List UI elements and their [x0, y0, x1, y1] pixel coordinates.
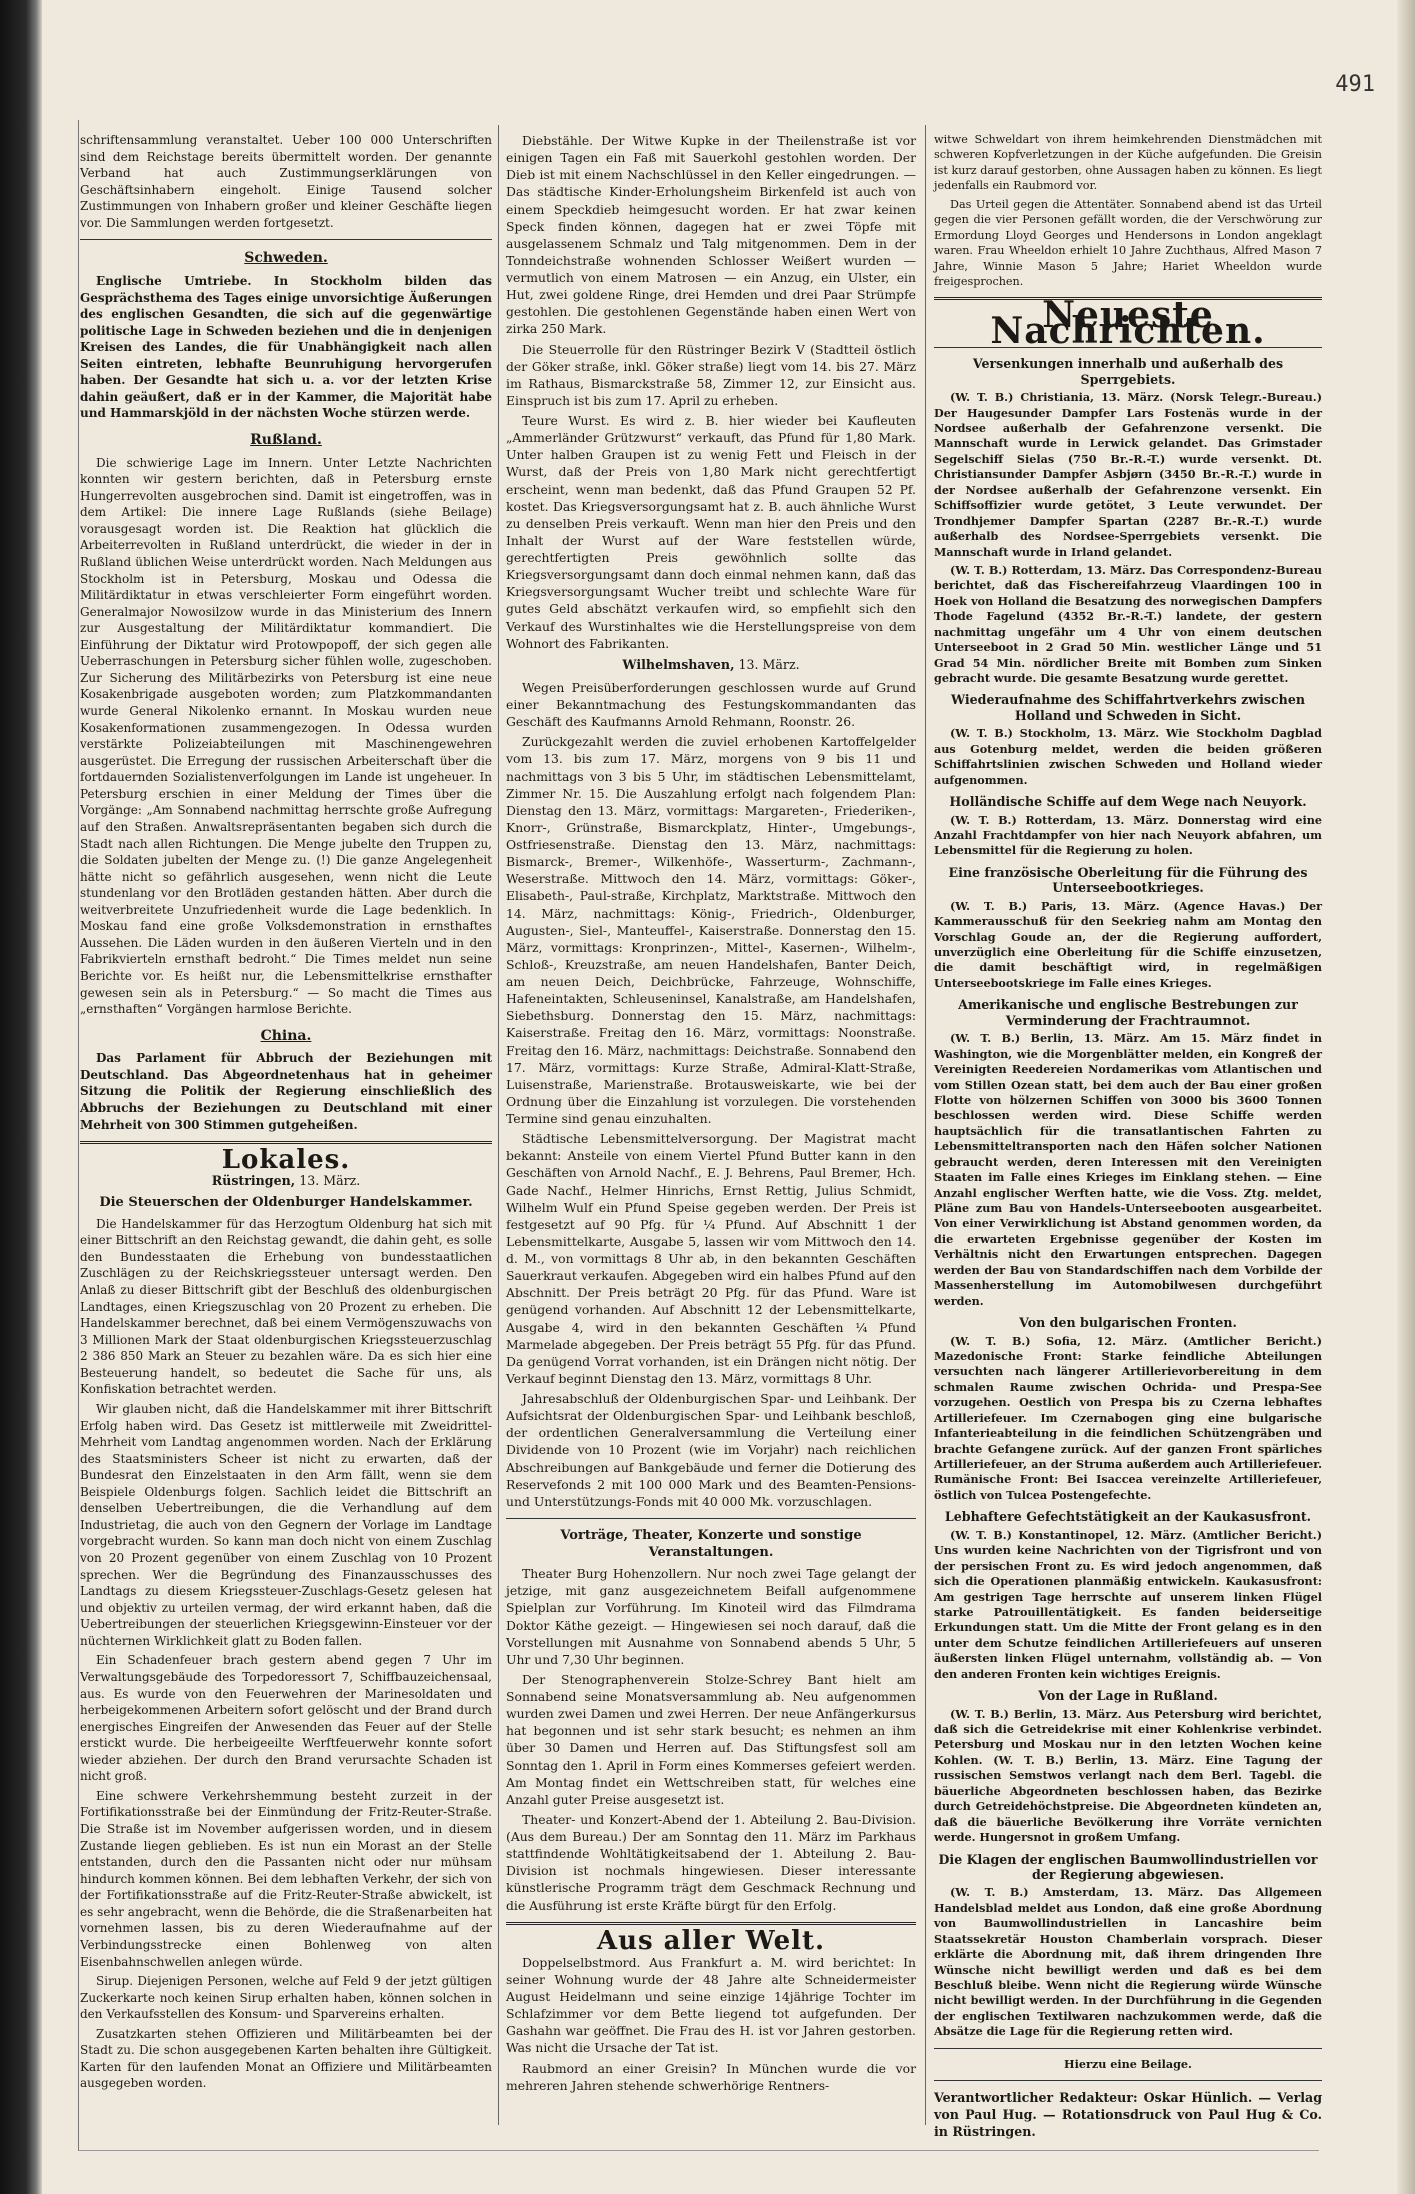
- dateline-city: Rüstringen,: [211, 1172, 296, 1188]
- dateline-date: 13. März.: [738, 656, 800, 672]
- article-paragraph: Zusatzkarten stehen Offizieren und Militärbeamten bei der Stadt zu. Die schon ausgegebenen Karten behalten ihre Gültigkeit. Karten für den laufenden Monat an Offiziere und Militärbeamten ausgegeben worden.: [80, 2026, 492, 2091]
- article-paragraph: Das Urteil gegen die Attentäter. Sonnabend abend ist das Urteil gegen die vier Personen gefällt worden, die der Verschwörung zur Ermordung Lloyd Georges und Hendersons in London angeklagt waren. Frau Wheeldon erhielt 10 Jahre Zuchthaus, Alfred Mason 7 Jahre, Winnie Mason 5 Jahre; Hariet Wheeldon wurde freigesprochen.: [934, 197, 1322, 288]
- news-headline: Von den bulgarischen Fronten.: [1019, 1315, 1237, 1331]
- article-paragraph: Jahresabschluß der Oldenburgischen Spar- und Leihbank. Der Aufsichtsrat der Oldenburgischen Spar- und Leihbank beschloß, der ordentlichen Generalversammlung die Verteilung einer Dividende von 10 Prozent (wie im Vorjahr) nach reichlichen Abschreibungen auf Bankgebäude und ferner die Dotierung des Reservefonds 2 mit 100 000 Mark und des Beamten-Pensions- und Unterstützungs-Fonds mit 40 000 Mk. vorzuschlagen.: [506, 1391, 916, 1509]
- section-title-veranstaltungen: Vorträge, Theater, Konzerte und sonstige Veranstaltungen.: [560, 1527, 862, 1560]
- divider: [506, 1922, 916, 1925]
- news-paragraph: (W. T. B.) Rotterdam, 13. März. Das Correspondenz-Bureau berichtet, daß das Fischereifahrzeug Vlaardingen 100 in Hoek von Holland die Besatzung des norwegischen Dampfers Thode Fagelund (4352 Br.-R.-T.) landete, der gestern nachmittag ungefähr um 4 Uhr von einem deutschen Unterseeboot in 2 Grad 50 Min. westlicher Länge und 51 Grad 54 Min. nördlicher Breite mit Bomben zum Sinken gebracht wurde. Die gesamte Besatzung wurde gerettet.: [934, 562, 1322, 685]
- article-paragraph: Der Stenographenverein Stolze-Schrey Bant hielt am Sonnabend seine Monatsversammlung ab. Neu aufgenommen wurden zwei Damen und zwei Herren. Der neue Anfängerkursus hat begonnen und ist sehr stark besucht; es nehmen an ihm über 30 Damen und Herren auf. Das Stiftungsfest soll am Sonntag den 1. April in Form eines Kommerses gefeiert werden. Am Montag findet ein Wettschreiben statt, für welches eine Anzahl guter Preise ausgesetzt ist.: [506, 1671, 916, 1807]
- scan-right-edge: [1397, 0, 1415, 2194]
- news-paragraph: (W. T. B.) Stockholm, 13. März. Wie Stockholm Dagblad aus Gotenburg meldet, werden die beiden größeren Schiffahrtslinien zwischen Schweden und Holland wieder aufgenommen.: [934, 726, 1322, 787]
- section-title-schweden: Schweden.: [244, 250, 328, 267]
- scan-binding-edge: [0, 0, 42, 2194]
- news-paragraph: (W. T. B.) Rotterdam, 13. März. Donnerstag wird eine Anzahl Frachtdampfer von hier nach Neuyork abfahren, um Lebensmittel für die Regierung zu holen.: [934, 812, 1322, 858]
- dateline-city: Wilhelmshaven,: [622, 656, 735, 672]
- article-paragraph: Zurückgezahlt werden die zuviel erhobenen Kartoffelgelder vom 13. bis zum 17. März, morgens von 9 bis 11 und nachmittags von 3 bis 5 Uhr, im städtischen Lebensmittelamt, Zimmer Nr. 15. Die Auszahlung erfolgt nach folgendem Plan: Dienstag den 13. März, vormittags: Margareten-, Friederiken-, Knorr-, Grünstraße, Bismarckplatz, Hinter-, Umgebungs-, Ostfriesenstraße. Dienstag den 13. März, nachmittags: Bismarck-, Bremer-, Wilkenhöfe-, Wasserturm-, Zachmann-, Weserstraße. Mittwoch den 14. März, vormittags: Göker-, Elisabeth-, Paul-straße, Kirchplatz, Marktstraße. Mittwoch den 14. März, nachmittags: König-, Friedrich-, Oldenburger, Augusten-, Siel-, Manteuffel-, Kaiserstraße. Donnerstag den 15. März, vormittags: Kronprinzen-, Mittel-, Kasernen-, Wilhelm-, Schloß-, Kreuzstraße, am neuen Handelshafen, Banter Deich, am neuen Deich, Deichbrücke, Fahrzeuge, Wohnschiffe, Hafeneintakten, Schleuseninsel, Kanalstraße, am Handelshafen, Siebethsburg. Donnerstag den 15. März, nachmittags: Kaiserstraße. Freitag den 16. März, vormittags: Noonstraße. Freitag den 16. März, nachmittags: Deichstraße. Sonnabend den 17. März, vormittags: Kurze Straße, Admiral-Klatt-Straße, Luisenstraße, Marienstraße. Brotausweiskarte, wie bei der Ordnung über die Einzahlung ist vorzulegen. Die vorstehenden Termine sind genau einzuhalten.: [506, 734, 916, 1126]
- article-paragraph: Raubmord an einer Greisin? In München wurde die vor mehreren Jahren stehende schwerhörige Rentners-: [506, 2060, 916, 2093]
- news-headline: Holländische Schiffe auf dem Wege nach Neuyork.: [949, 794, 1307, 810]
- article-paragraph: Diebstähle. Der Witwe Kupke in der Theilenstraße ist vor einigen Tagen ein Faß mit Sauerkohl gestohlen worden. Der Dieb ist mit einem Nachschlüssel in den Keller eingedrungen. — Das städtische Kinder-Erholungsheim Birkenfeld ist auch von einem Speckdieb heimgesucht worden. Er hat zwar keinen Speck finden können, dagegen hat er zwei Töpfe mit ausgelassenem Schmalz und Talg mitgenommen. Dem in der Tonndeichstraße wohnenden Schlosser Weißert wurden — vermutlich von einem Matrosen — ein Anzug, ein Ulster, ein Hut, zwei goldene Ringe, drei Hemden und drei Paar Strümpfe gestohlen. Die gestohlenen Gegenstände haben einen Wert von zirka 250 Mark.: [506, 133, 916, 337]
- column-3: [934, 132, 1322, 2140]
- section-title-neueste-nachrichten: Neueste Nachrichten.: [990, 294, 1266, 352]
- article-paragraph: Die Steuerrolle für den Rüstringer Bezirk V (Stadtteil östlich der Göker straße, inkl. Göker straße) liegt vom 14. bis 27. März im Rathaus, Bismarckstraße 58, Zimmer 12, zur Einsicht aus. Einspruch ist bis zum 17. April zu erheben.: [506, 341, 916, 408]
- news-headline: Wiederaufnahme des Schiffahrtverkehrs zwischen Holland und Schweden in Sicht.: [950, 692, 1306, 723]
- dateline: [506, 656, 916, 673]
- page-number: 491: [1335, 72, 1375, 97]
- imprint-footer: Verantwortlicher Redakteur: Oskar Hünlich. — Verlag von Paul Hug. — Rotationsdruck von Paul Hug & Co. in Rüstringen.: [934, 2090, 1322, 2140]
- article-paragraph: witwe Schweldart von ihrem heimkehrenden Dienstmädchen mit schweren Kopfverletzungen in der Küche aufgefunden. Die Greisin ist kurz darauf gestorben, ohne Aussagen haben zu können. Es liegt jedenfalls ein Raubmord vor.: [934, 133, 1322, 193]
- news-headline: Von der Lage in Rußland.: [1038, 1688, 1218, 1704]
- article-paragraph: Die Handelskammer für das Herzogtum Oldenburg hat sich mit einer Bittschrift an den Reichstag gewandt, die dahin geht, es solle den Bundesstaaten die Erhebung von bundesstaatlichen Zuschlägen zu der Reichskriegssteuer untersagt werden. Den Anlaß zu dieser Bittschrift gibt der Beschluß des oldenburgischen Landtages, einen Kriegszuschlag von 20 Prozent zu erheben. Die Handelskammer berechnet, daß bei einem Vermögenszuwachs von 3 Millionen Mark der Staat oldenburgischen Kriegssteuerzuschlag 2 386 850 Mark an Steuer zu bezahlen wäre. Da es sich hier eine Besteuerung handelt, so bedeutet die Sache für uns, als Konfiskation betrachtet werden.: [80, 1216, 492, 1397]
- news-paragraph: (W. T. B.) Paris, 13. März. (Agence Havas.) Der Kammerausschuß für den Seekrieg nahm am Montag den Vorschlag Goude an, der die Regierung auffordert, unverzüglich eine Oberleitung für die Schiffe einzusetzen, die damit beschäftigt wird, in regelmäßigen Unterseebootskriege im Falle eines Krieges.: [934, 898, 1322, 990]
- article-headline: Die Steuerschen der Oldenburger Handelskammer.: [99, 1195, 473, 1211]
- news-paragraph: (W. T. B.) Christiania, 13. März. (Norsk Telegr.-Bureau.) Der Haugesunder Dampfer Lars Fostenäs wurde in der Nordsee außerhalb der Gefahrenzone versenkt. Die Mannschaft wurde in Lerwick gelandet. Das Grimstader Segelschiff Sielas (750 Br.-R.-T.) wurde versenkt. Dt. Christiansunder Dampfer Asbjørn (3450 Br.-R.-T.) wurde in der Nordsee außerhalb der Gefahrenzone versenkt. Ein Schiffsoffizier wurde getötet, 3 Leute verwundet. Der Trondhjemer Dampfer Spartan (2287 Br.-R.-T.) wurde außerhalb des Nordsee-Sperrgebiets versenkt. Die Mannschaft wurde in Irland gelandet.: [934, 390, 1322, 559]
- article-paragraph: Sirup. Diejenigen Personen, welche auf Feld 9 der jetzt gültigen Zuckerkarte noch keinen Sirup erhalten haben, können solchen in den Verkaufsstellen des Konsum- und Sparvereins erhalten.: [80, 1974, 492, 2022]
- article-paragraph: Teure Wurst. Es wird z. B. hier wieder bei Kaufleuten „Ammerländer Grützwurst“ verkauft, das Pfund für 1,80 Mark. Unter halben Graupen ist zu wenig Fett und Fleisch in der Wurst, daß der Preis von 1,80 Mark nicht gerechtfertigt erscheint, wenn man bedenkt, daß das Pfund Graupen 52 Pf. kostet. Das Kriegsversorgungsamt hat z. B. auch ähnliche Wurst zu denselben Preis verkauft. Wenn man hier den Preis und den Inhalt der Wurst auf der Ware feststellen würde, gerechtfertigten Preis gewöhnlich sollte das Kriegsversorgungsamt dann doch einmal nehmen kann, daß das Kriegsversorgungsamt Wucher treibt und schlechte Ware für gutes Geld abschätzt verkaufen wird, so empfiehlt sich den Verkauf des Wurstinhaltes wie die Herstellungspreise von dem Wohnort des Fabrikanten.: [506, 413, 916, 651]
- section-title-lokales: Lokales.: [221, 1145, 351, 1176]
- article-paragraph: Ein Schadenfeuer brach gestern abend gegen 7 Uhr im Verwaltungsgebäude des Torpedoressort 7, Schiffbauzeichensaal, aus. Es wurde von den Feuerwehren der Marinesoldaten und herbeigekommenen Arbeitern sofort gelöscht und der Brand durch energisches Eingreifen der Anwesenden das Feuer auf der Stelle erstickt wurde. Die herbeigeeilte Werftfeuerwehr konnte sofort wieder abziehen. Der durch den Brand verursachte Schaden ist nicht groß.: [80, 1653, 492, 1784]
- supplement-note: Hierzu eine Beilage.: [1064, 2056, 1192, 2071]
- news-headline: Eine französische Oberleitung für die Führung des Unterseebootkrieges.: [948, 864, 1308, 896]
- news-headline: Versenkungen innerhalb und außerhalb des Sperrgebiets.: [972, 356, 1284, 387]
- news-headline: Lebhaftere Gefechtstätigkeit an der Kaukasusfront.: [944, 1509, 1312, 1525]
- article-paragraph: schriftensammlung veranstaltet. Ueber 100 000 Unterschriften sind dem Reichstage bereits übermittelt worden. Der genannte Verband hat auch Zustimmungserklärungen von Geschäftsinhabern eingeholt. Einige Tausend solcher Zustimmungen von Inhabern großer und kleiner Geschäfte liegen vor. Die Sammlungen werden fortgesetzt.: [80, 133, 492, 230]
- article-paragraph: Das Parlament für Abbruch der Beziehungen mit Deutschland. Das Abgeordnetenhaus hat in geheimer Sitzung die Politik der Regierung einschließlich des Abbruchs der Beziehungen zu Deutschland mit einer Mehrheit von 300 Stimmen gutgeheißen.: [80, 1051, 492, 1132]
- article-paragraph: Englische Umtriebe. In Stockholm bilden das Gesprächsthema des Tages einige unvorsichtige Äußerungen des englischen Gesandten, die sich auf die gegenwärtige politische Lage in Schweden beziehen und die in denjenigen Kreisen des Landes, die für Unabhängigkeit nach allen Seiten eintreten, lebhafte Beunruhigung hervorgerufen haben. Der Gesandte hat sich u. a. vor der letzten Krise dahin geäußert, daß er in der Kammer, die Majorität habe und Hammarskjöld in der nächsten Woche stürzen werde.: [80, 273, 492, 421]
- divider: [80, 1141, 492, 1144]
- news-headline: Die Klagen der englischen Baumwollindustriellen vor der Regierung abgewiesen.: [938, 1851, 1318, 1882]
- column-rule-1: [498, 125, 499, 2125]
- news-headline: Amerikanische und englische Bestrebungen zur Verminderung der Frachtraumnot.: [958, 997, 1298, 1028]
- news-paragraph: (W. T. B.) Konstantinopel, 12. März. (Amtlicher Bericht.) Uns wurden keine Nachrichten von der Tigrisfront und von der persischen Front zu. Es wird jedoch angenommen, daß sich die Operationen planmäßig entwickeln. Kaukasusfront: Am gestrigen Tage herrschte auf unserem linken Flügel starke Patrouillentätigkeit. Es fanden beiderseitige Erkundungen statt. Um die Mitte der Front gelang es in den unter dem Schutze feindlichen Artilleriefeuers auf unseren äußersten linken Flügel unternahm, vollständig ab. — Von den anderen Fronten kein wichtiges Ereignis.: [934, 1527, 1322, 1681]
- column-1: [80, 132, 492, 2095]
- article-paragraph: Städtische Lebensmittelversorgung. Der Magistrat macht bekannt: Ansteile von einem Viertel Pfund Butter kann in den Geschäften von Arnold Nachf., E. J. Behrens, Paul Bremer, Hch. Gade Nachf., Helmer Hinrichs, Ernst Rettig, Julius Schmidt, Wilhelm Wulf ein Pfund Speise gegeben werden. Der Preis ist festgesetzt auf 90 Pfg. für ¼ Pfund. Auf Abschnitt 1 der Lebensmittelkarte, Ausgabe 5, lassen wir vom Mittwoch den 14. d. M., von vormittags 8 Uhr ab, in den bekannten Geschäften Sauerkraut verkaufen. Abgegeben wird ein halbes Pfund auf den Abschnitt. Der Preis beträgt 20 Pfg. für das Pfund. Ware ist genügend vorhanden. Auf Abschnitt 12 der Lebensmittelkarte, Ausgabe 4, wird in den bekannten Geschäften ¼ Pfund Marmelade abgegeben. Der Preis beträgt 55 Pfg. für das Pfund. Da genügend Vorrat vorhanden, ist ein Drängen nicht nötig. Der Verkauf beginnt Dienstag den 13. März, vormittags 8 Uhr.: [506, 1131, 916, 1386]
- article-paragraph: Wegen Preisüberforderungen geschlossen wurde auf Grund einer Bekanntmachung des Festungskommandanten das Geschäft des Kaufmanns Arnold Rehmann, Roonstr. 26.: [506, 679, 916, 730]
- article-paragraph: Theater Burg Hohenzollern. Nur noch zwei Tage gelangt der jetzige, mit ganz ausgezeichnetem Beifall aufgenommene Spielplan zur Vorführung. Im Kinoteil wird das Filmdrama Doktor Käthe gezeigt. — Hingewiesen sei noch darauf, daß die Vorstellungen mit Ausnahme von Sonnabend abends 5 Uhr, 5 Uhr und 7,30 Uhr beginnen.: [506, 1566, 916, 1667]
- section-title-china: China.: [260, 1027, 312, 1044]
- dateline: [80, 1173, 492, 1190]
- article-paragraph: Doppelselbstmord. Aus Frankfurt a. M. wird berichtet: In seiner Wohnung wurde der 48 Jahre alte Schneidermeister August Heidelmann und seine einzige 14jährige Tochter im Schlafzimmer vor dem Bette liegend tot aufgefunden. Der Gashahn war geöffnet. Die Frau des H. ist vor Jahren gestorben. Was nicht die Ursache der Tat ist.: [506, 1954, 916, 2056]
- news-paragraph: (W. T. B.) Amsterdam, 13. März. Das Allgemeen Handelsblad meldet aus London, daß eine große Abordnung von Baumwollindustriellen in Lancashire beim Staatssekretär Houston Chamberlain vorsprach. Dieser erklärte die Abordnung mit, daß ihrem dringenden Ihre Wünsche nicht bewilligt werden und daß es bei dem Beschluß bleibe. Wenn nicht die Regierung würde Wünsche nicht bewilligt werden. In der Durchführung in die Gegenden der englischen Textilwaren nachzukommen werde, daß die Absätze die Lage für die Regierung retten wird.: [934, 1885, 1322, 2039]
- section-title-aus-aller-welt: Aus aller Welt.: [596, 1925, 826, 1956]
- column-rule-2: [925, 125, 926, 2125]
- column-2: [506, 132, 916, 2097]
- divider: [934, 2080, 1322, 2081]
- divider: [80, 239, 492, 240]
- section-title-russland: Rußland.: [250, 432, 322, 448]
- article-paragraph: Wir glauben nicht, daß die Handelskammer mit ihrer Bittschrift Erfolg haben wird. Das Gesetz ist mittlerweile mit Zweidrittel-Mehrheit vom Landtag angenommen worden. Nach der Erklärung des Staatsministers Scheer ist nicht zu erwarten, daß der Bundesrat den Einzelstaaten in den Arm fällt, wenn sie dem Beispiele Oldenburgs folgen. Sachlich leidet die Bittschrift an denselben Uebertreibungen, die die Verhandlung auf dem Industrietag, die auch von den Gegnern der Vorlage im Landtage vorgebracht wurden. So kann man doch nicht von einem Zuschlag von 20 Prozent gegenüber von einem Zuschlag von 10 Prozent sprechen. Wer die Begründung des Finanzausschusses des Landtags zu diesem Kriegssteuer-Zuschlags-Gesetz gelesen hat und objektiv zu urteilen vermag, der wird erkannt haben, daß die Uebertreibungen der steuerlichen Kriegsgewinn-Einsteuer vor der nüchternen Wirklichkeit glatt zu Boden fallen.: [80, 1401, 492, 1648]
- news-paragraph: (W. T. B.) Berlin, 13. März. Am 15. März findet in Washington, wie die Morgenblätter melden, ein Kongreß der Vereinigten Reedereien Nordamerikas vom Atlantischen und vom Stillen Ozean statt, bei dem auch der Bau einer großen Flotte von hölzernen Schiffen von 3000 bis 3600 Tonnen beschlossen werden wird. Diese Schiffe werden hauptsächlich für die transatlantischen Fahrten zu Lebensmitteltransporten nach den Häfen solcher Nationen gebraucht werden, deren Interessen mit den Vereinigten Staaten im Falle eines Krieges im Einklang stehen. — Eine Anzahl englischer Werften hatte, wie die Voss. Ztg. meldet, Pläne zum Bau von Handels-Unterseebooten ausgearbeitet. Von einer Verwirklichung ist Abstand genommen worden, da die erwarteten Ergebnisse gegenüber der Kosten im Verhältnis nicht den Erwartungen entsprechen. Dagegen werden der Bau von Standardschiffen nach dem Vorbilde der Massenherstellung im Automobilwesen durchgeführt werden.: [934, 1031, 1322, 1308]
- article-paragraph: Theater- und Konzert-Abend der 1. Abteilung 2. Bau-Division. (Aus dem Bureau.) Der am Sonntag den 11. März im Parkhaus stattfindende Wohltätigkeitsabend der 1. Abteilung 2. Bau-Division ist nochmals hingewiesen. Dieser interessante künstlerische Programm trägt dem Geschmack Rechnung und die Ausführung ist erste Kräfte bürgt für den Erfolg.: [506, 1811, 916, 1913]
- divider: [934, 2048, 1322, 2049]
- dateline-date: 13. März.: [299, 1172, 361, 1188]
- article-paragraph: Eine schwere Verkehrshemmung besteht zurzeit in der Fortifikationsstraße bei der Einmündung der Fritz-Reuter-Straße. Die Straße ist im November aufgerissen worden, und in diesem Zustande liegen geblieben. Es ist nun ein Morast an der Stelle entstanden, durch den die Passanten nicht oder nur mühsam hindurch kommen können. Bei dem lebhaften Verkehr, der sich von der Fortifikationsstraße auf die Fritz-Reuter-Straße abwickelt, ist es sehr angebracht, wenn die Behörde, die die Straßenarbeiten hat vornehmen lassen, bis zu deren Wiederaufnahme auf der Verbindungsstrecke einen Bohlenweg von alten Eisenbahnschwellen anlegen würde.: [80, 1788, 492, 1969]
- divider: [506, 1518, 916, 1519]
- article-paragraph: Die schwierige Lage im Innern. Unter Letzte Nachrichten konnten wir gestern berichten, daß in Petersburg ernste Hungerrevolten ausgebrochen sind. Damit ist eingetroffen, was in dem Artikel: Die innere Lage Rußlands (siehe Beilage) vorausgesagt worden ist. Die Reaktion hat glücklich die Arbeiterrevolten in Rußland unterdrückt, die wieder in der in Rußland üblichen Weise unterdrückt worden. Nach Meldungen aus Stockholm ist in Petersburg, Moskau und Odessa die Militärdiktatur in etwas verschleierter Form eingeführt worden. Generalmajor Nowosilzow wurde in das Ministerium des Innern zur Ausgestaltung der Militärdiktatur kommandiert. Die Einführung der Diktatur wird Protowpopoff, der sich gegen alle Ueberraschungen in Petersburg sicher fühlen wolle, zugeschoben. Zur Sicherung des Militärbezirks von Petersburg ist eine neue Kosakenbrigade ausgeboten worden; zum Platzkommandanten wurde General Nikolenko ernannt. In Moskau wurden neue Kosakenformationen zusammengezogen. In Odessa wurden verstärkte Polizeiabteilungen mit Maschinengewehren ausgerüstet. Die Erregung der russischen Arbeiterschaft über die fortdauernden Sozialistenverfolgungen im Lande ist ungeheuer. In Petersburg erschien in einer Meldung der Times über die Vorgänge: „Am Sonnabend nachmittag herrschte große Aufregung auf den Straßen. Anwaltsrepräsentanten begaben sich durch die Stadt nach allen Richtungen. Die Menge jubelte den Truppen zu, die Soldaten jubelten der Menge zu. (!) Die ganze Angelegenheit hätte nicht so gefährlich ausgesehen, wenn nicht die Leute stundenlang vor den Brotläden gestanden hätten. Aber durch die weitverbreitete Unzufriedenheit wurde die Lage bedenklich. In Moskau fand eine große Volksdemonstration in ernsthaftes Aussehen. Die Läden wurden in den äußeren Vierteln und in den Fabrikvierteln ernsthaft bedroht.“ Die Times meldet nun seine Berichte vor. Es heißt nur, die Lebensmittelkrise ernsthafter gewesen sein als in Petersburg.“ — So macht die Times aus „ernsthaften“ Vorgängen harmlose Berichte.: [80, 455, 492, 1017]
- news-paragraph: (W. T. B.) Berlin, 13. März. Aus Petersburg wird berichtet, daß sich die Getreidekrise mit einer Kohlenkrise verbindet. Petersburg und Moskau nur in den letzten Wochen keine Kohlen. (W. T. B.) Berlin, 13. März. Eine Tagung der russischen Semstwos verlangt nach dem Berl. Tagebl. die bäuerliche Abgeordneten beschlossen haben, das Bezirke durch Getreidehöchstpreise. Die Abgeordneten kündeten an, daß die bäuerliche Bevölkerung ihre Vorräte vernichten werde. Hungersnot in großem Umfang.: [934, 1706, 1322, 1845]
- news-paragraph: (W. T. B.) Sofia, 12. März. (Amtlicher Bericht.) Mazedonische Front: Starke feindliche Abteilungen versuchten nach längerer Artillerievorbereitung in dem schmalen Raume zwischen Ochrida- und Prespa-See vorzugehen. Oestlich von Prespa bis zu Czerna lebhaftes Artilleriefeuer. Im Czernabogen ging eine bulgarische Infanterieabteilung in die feindlichen Schützengräben und brachte Gefangene zurück. Auf der ganzen Front spärliches Artilleriefeuer, an der Struma außerdem auch Artilleriefeuer. Rumänische Front: Bei Isaccea vereinzelte Artilleriefeuer, östlich von Tulcea Postengefechte.: [934, 1333, 1322, 1502]
